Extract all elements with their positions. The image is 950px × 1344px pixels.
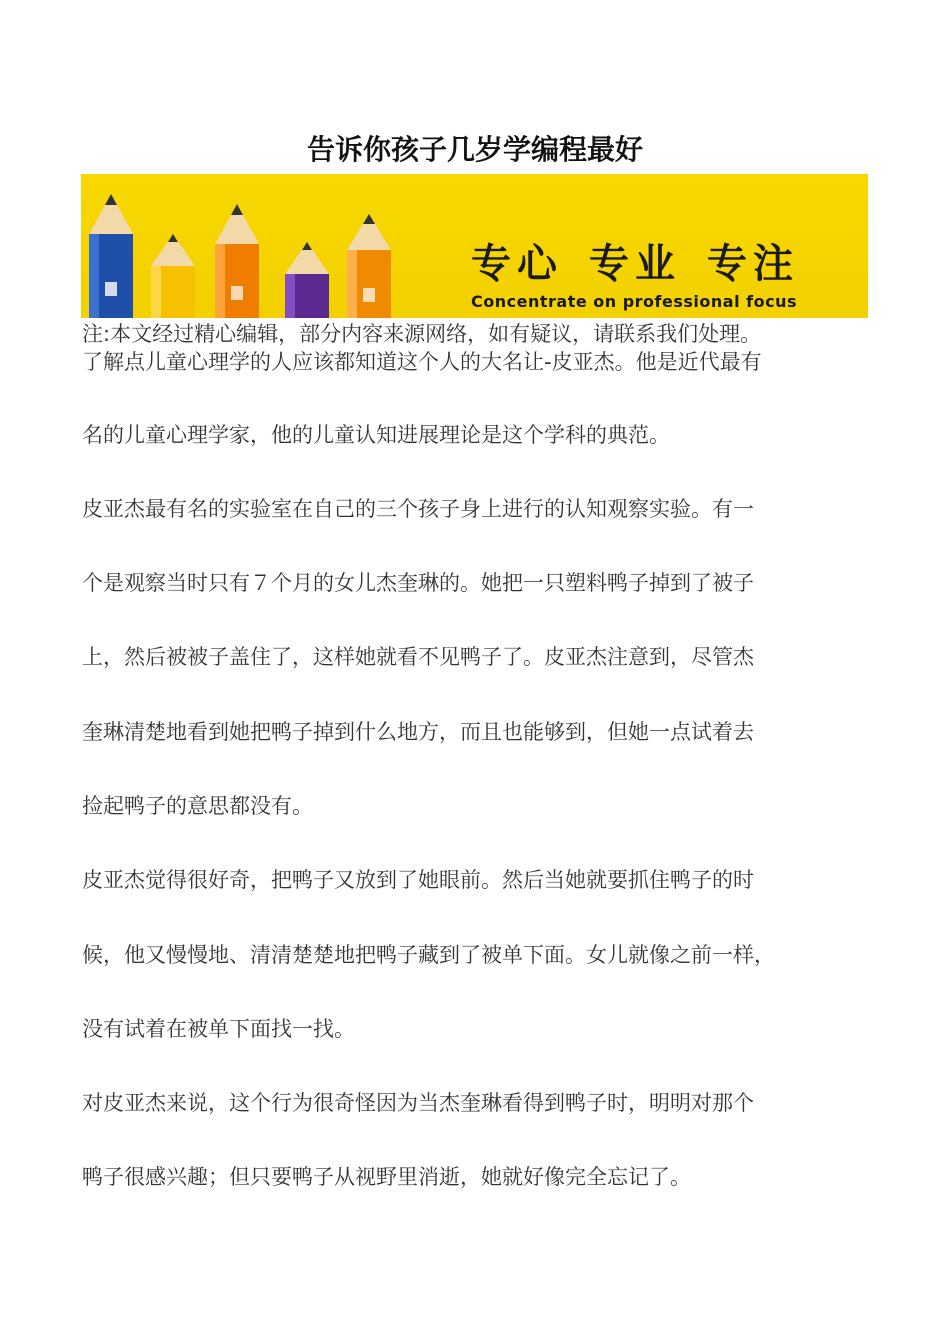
pencil-amber — [347, 214, 391, 318]
pencils-illustration — [81, 174, 411, 318]
banner-tagline: Concentrate on professional focus — [471, 292, 797, 311]
pencil-blue — [89, 194, 133, 318]
banner-slogan — [471, 240, 825, 288]
body-line: 皮亚杰觉得很好奇，把鸭子又放到了她眼前。然后当她就要抓住鸭子的时 — [82, 868, 754, 892]
editor-note — [82, 320, 882, 376]
slogan-word: 专注 — [707, 241, 799, 287]
page-title: 告诉你孩子几岁学编程最好 — [306, 133, 643, 166]
body-line: 候，他又慢慢地、清清楚楚地把鸭子藏到了被单下面。女儿就像之前一样， — [82, 943, 775, 967]
slogan-word: 专心 — [471, 241, 563, 287]
slogan-word: 专业 — [589, 241, 681, 287]
pencil-orange — [215, 204, 259, 318]
body-line: 上，然后被被子盖住了，这样她就看不见鸭子了。皮亚杰注意到，尽管杰 — [82, 645, 754, 669]
note-line: 注:本文经过精心编辑，部分内容来源网络，如有疑议，请联系我们处理。 — [82, 322, 762, 346]
banner-image — [81, 174, 868, 318]
body-line: 皮亚杰最有名的实验室在自己的三个孩子身上进行的认知观察实验。有一 — [82, 497, 754, 521]
body-line: 对皮亚杰来说，这个行为很奇怪因为当杰奎琳看得到鸭子时，明明对那个 — [82, 1091, 754, 1115]
body-line: 奎琳清楚地看到她把鸭子掉到什么地方，而且也能够到，但她一点试着去 — [82, 720, 754, 744]
body-line: 个是观察当时只有７个月的女儿杰奎琳的。她把一只塑料鸭子掉到了被子 — [82, 571, 754, 595]
body-line: 名的儿童心理学家，他的儿童认知进展理论是这个学科的典范。 — [82, 423, 670, 447]
pencil-purple — [285, 242, 329, 318]
body-line: 没有试着在被单下面找一找。 — [82, 1017, 355, 1041]
body-line: 鸭子很感兴趣；但只要鸭子从视野里消逝，她就好像完全忘记了。 — [82, 1165, 691, 1189]
note-line: 了解点儿童心理学的人应该都知道这个人的大名让-皮亚杰。他是近代最有 — [82, 350, 762, 374]
body-line: 捡起鸭子的意思都没有。 — [82, 794, 313, 818]
pencil-yellow — [151, 234, 195, 318]
